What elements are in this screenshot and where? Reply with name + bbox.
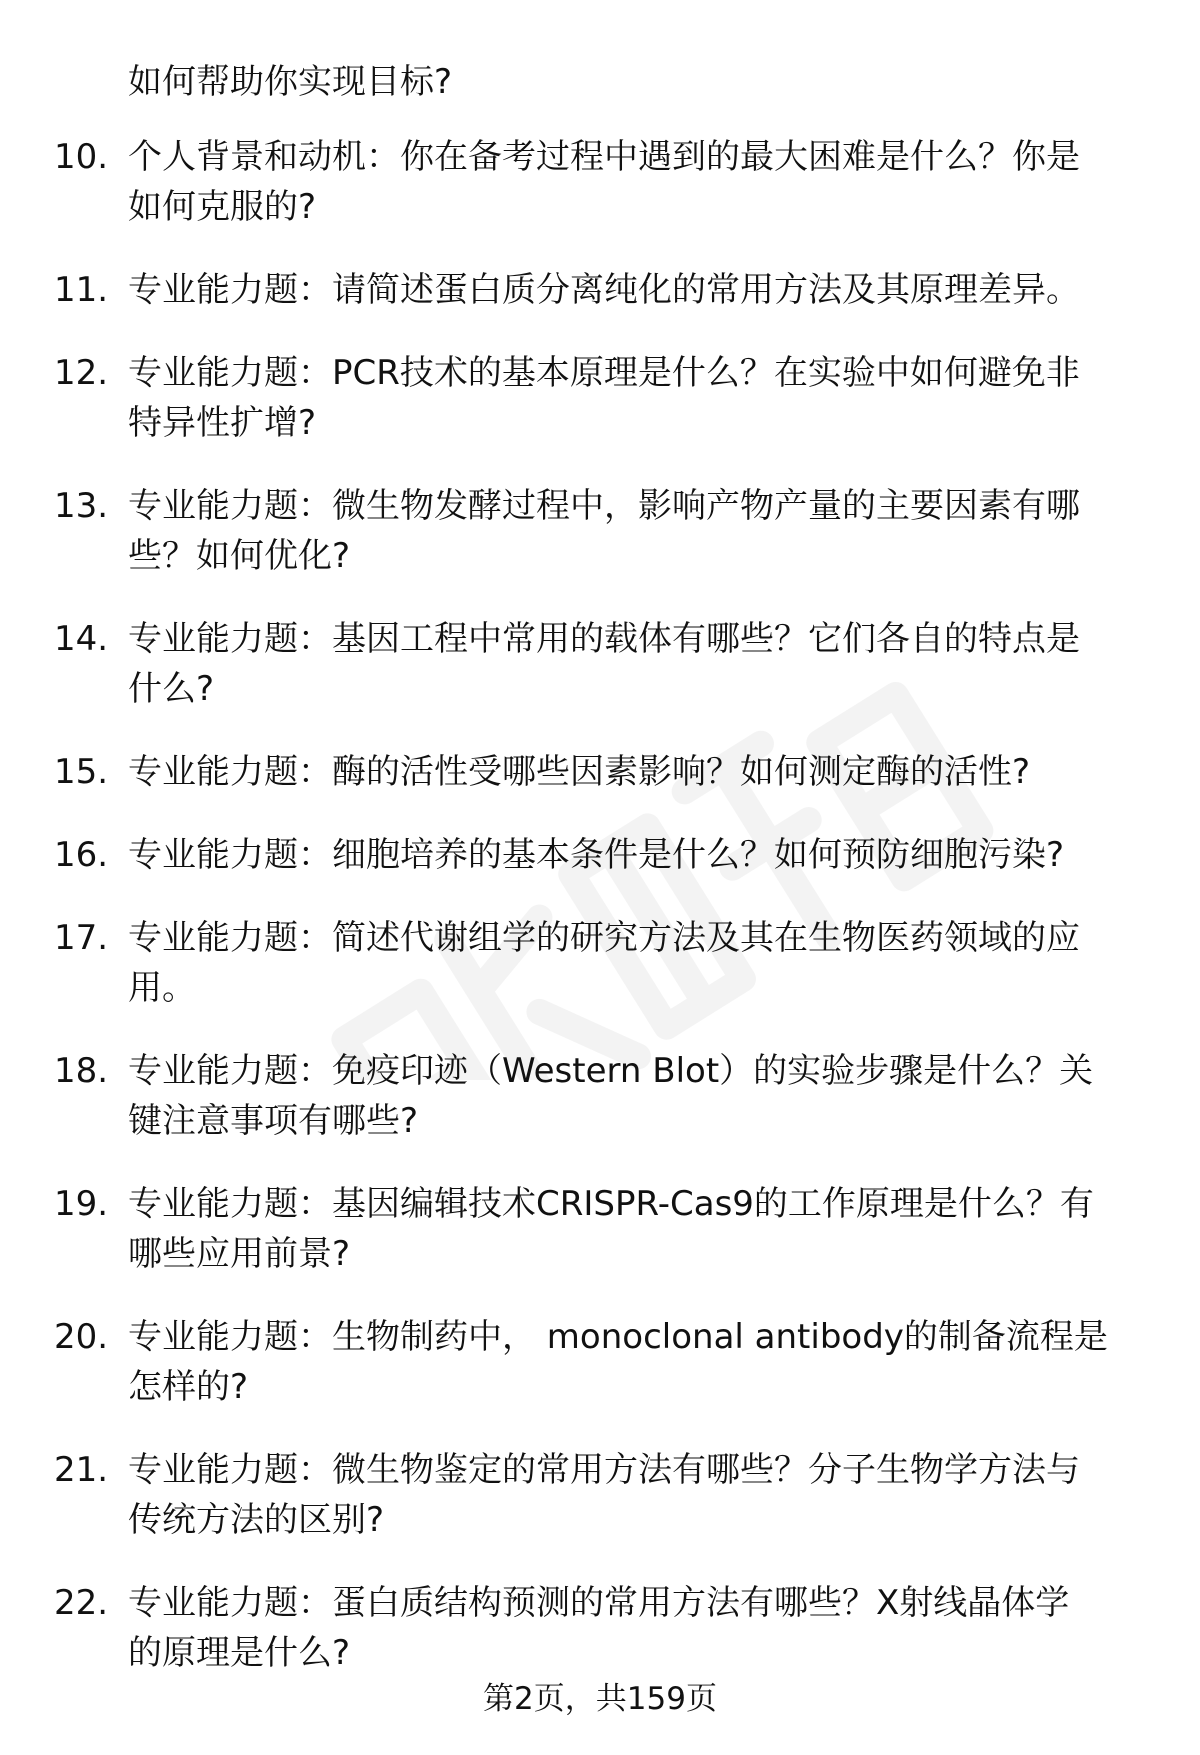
question-item-19 [0, 1179, 1200, 1279]
question-line: 专业能力题：基因编辑技术CRISPR-Cas9的工作原理是什么？有 [128, 1184, 1094, 1224]
question-item-16 [0, 830, 1200, 880]
question-line: 专业能力题：蛋白质结构预测的常用方法有哪些？X射线晶体学 [128, 1583, 1070, 1623]
question-line: 专业能力题：请简述蛋白质分离纯化的常用方法及其原理差异。 [128, 270, 1080, 310]
question-item-14 [0, 614, 1200, 714]
question-number: 14. [54, 619, 109, 659]
question-text [128, 1578, 1168, 1678]
question-line: 专业能力题：PCR技术的基本原理是什么？在实验中如何避免非 [128, 353, 1080, 393]
question-line: 专业能力题：细胞培养的基本条件是什么？如何预防细胞污染? [128, 835, 1065, 875]
question-line: 个人背景和动机：你在备考过程中遇到的最大困难是什么？你是 [128, 137, 1080, 177]
question-number: 21. [54, 1450, 109, 1490]
question-line: 的原理是什么? [128, 1633, 351, 1673]
question-line: 些？如何优化? [128, 536, 351, 576]
question-item-20 [0, 1312, 1200, 1412]
question-text [128, 913, 1168, 1013]
question-number: 18. [54, 1051, 109, 1091]
question-item-12 [0, 348, 1200, 448]
question-line: 专业能力题：简述代谢组学的研究方法及其在生物医药领域的应 [128, 918, 1080, 958]
question-line: 怎样的? [128, 1367, 249, 1407]
question-line: 如何克服的? [128, 187, 317, 227]
question-number: 22. [54, 1583, 109, 1623]
question-text [128, 481, 1168, 581]
question-text [128, 1445, 1168, 1545]
question-item-15 [0, 747, 1200, 797]
question-text [128, 747, 1168, 797]
question-number: 16. [54, 835, 109, 875]
question-line: 专业能力题：微生物发酵过程中，影响产物产量的主要因素有哪 [128, 486, 1080, 526]
question-number: 15. [54, 752, 109, 792]
question-line: 专业能力题：基因工程中常用的载体有哪些？它们各自的特点是 [128, 619, 1080, 659]
question-number: 20. [54, 1317, 109, 1357]
question-number: 12. [54, 353, 109, 393]
question-text [128, 265, 1168, 315]
question-line: 专业能力题：免疫印迹（Western Blot）的实验步骤是什么？关 [128, 1051, 1094, 1091]
question-line: 传统方法的区别? [128, 1500, 385, 1540]
question-line: 什么? [128, 669, 215, 709]
question-item-10 [0, 132, 1200, 232]
question-item-13 [0, 481, 1200, 581]
question-number: 10. [54, 137, 109, 177]
question-text [128, 614, 1168, 714]
question-number: 17. [54, 918, 109, 958]
question-number: 13. [54, 486, 109, 526]
question-line: 特异性扩增? [128, 403, 317, 443]
question-item-22 [0, 1578, 1200, 1678]
question-text [128, 830, 1168, 880]
question-line: 专业能力题：酶的活性受哪些因素影响？如何测定酶的活性? [128, 752, 1031, 792]
question-number: 11. [54, 270, 109, 310]
question-line: 哪些应用前景? [128, 1234, 351, 1274]
question-line: 专业能力题：生物制药中， monoclonal antibody的制备流程是 [128, 1317, 1108, 1357]
question-item-11 [0, 265, 1200, 315]
question-list [0, 132, 1200, 1711]
question-text [128, 1046, 1168, 1146]
question-number: 19. [54, 1184, 109, 1224]
page-footer: 第2页，共159页 [483, 1681, 717, 1717]
question-text [128, 348, 1168, 448]
question-line: 专业能力题：微生物鉴定的常用方法有哪些？分子生物学方法与 [128, 1450, 1080, 1490]
question-item-18 [0, 1046, 1200, 1146]
question-text [128, 1312, 1168, 1412]
question-item-17 [0, 913, 1200, 1013]
question-item-21 [0, 1445, 1200, 1545]
continuation-text: 如何帮助你实现目标? [128, 62, 453, 102]
question-line: 用。 [128, 968, 196, 1008]
question-text [128, 1179, 1168, 1279]
question-line: 键注意事项有哪些? [128, 1101, 419, 1141]
question-text [128, 132, 1168, 232]
